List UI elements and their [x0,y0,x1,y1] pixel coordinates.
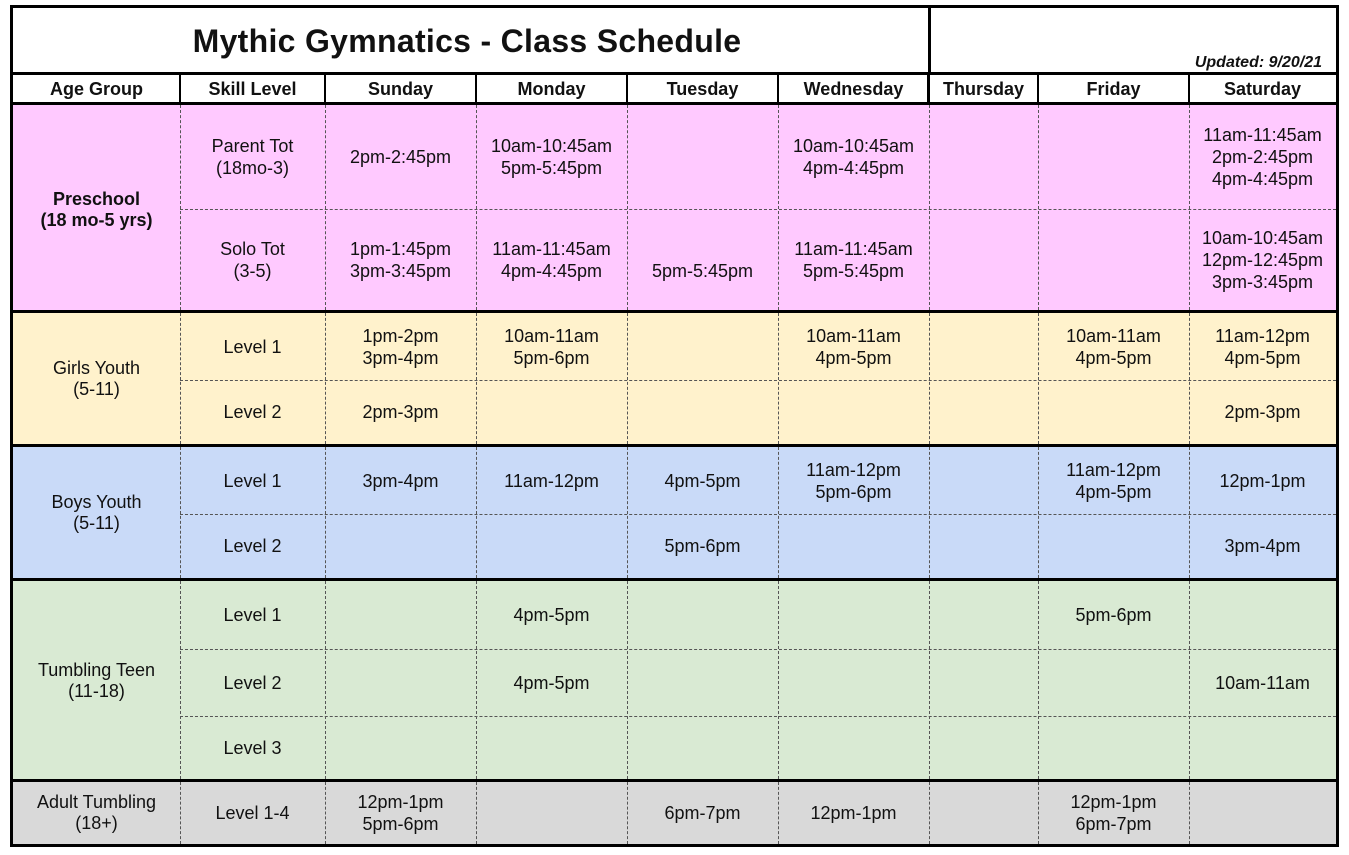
age-group-label: Preschool [52,188,141,209]
class-time-cell-monday [476,716,627,779]
skill-level-label: Level 2 [223,672,282,693]
class-time: 5pm-5:45pm [651,260,754,281]
class-time-cell-saturday [1189,105,1336,209]
class-time: 4pm-5pm [513,605,590,625]
class-time-cell-tuesday [627,581,778,649]
age-group-label: Girls Youth [52,357,141,378]
class-time: 4pm-5pm [815,347,892,368]
header-skill-level: Skill Level [180,75,325,103]
age-group-cell [13,782,180,844]
class-time: 2pm-2:45pm [349,147,452,167]
skill-level-cell [180,649,325,716]
class-time: 11am-12pm [1215,325,1310,346]
class-time: 10am-10:45am [1201,227,1324,248]
skill-level-label: Solo Tot [220,238,285,259]
class-time-cell-friday [1038,313,1189,380]
class-time-cell-friday [1038,782,1189,844]
thursday-separator [927,75,930,103]
class-time: 6pm-7pm [1075,814,1152,834]
class-time-cell-monday [476,514,627,578]
header-separator [324,75,326,103]
title-box [13,8,929,75]
class-time-cell-tuesday [627,380,778,444]
class-time-cell-wednesday [778,514,929,578]
class-time: 11am-11:45am [492,238,611,259]
class-time: 12pm-1pm [357,792,444,812]
class-time-cell-friday [1038,105,1189,209]
class-time-cell-saturday [1189,782,1336,844]
class-time-cell-monday [476,782,627,844]
class-time-cell-sunday [325,105,476,209]
class-time: 5pm-6pm [664,536,741,556]
class-time-cell-monday [476,581,627,649]
class-time: 11am-11:45am [794,238,913,259]
class-time: 10am-11am [1215,672,1310,693]
class-time-cell-monday [476,447,627,514]
class-time-cell-tuesday [627,313,778,380]
class-time-cell-wednesday [778,105,929,209]
class-time-cell-thursday [929,380,1038,444]
class-time-cell-wednesday [778,380,929,444]
class-time-cell-sunday [325,447,476,514]
age-group-cell [13,313,180,444]
age-group-label: Tumbling Teen [37,660,156,680]
class-time-cell-wednesday [778,447,929,514]
class-time: 12pm-1pm [810,803,897,823]
class-time-cell-monday [476,649,627,716]
class-time: 2pm-3pm [1224,402,1301,422]
class-time-cell-tuesday [627,209,778,310]
class-time-cell-monday [476,380,627,444]
age-group-cell [13,581,180,779]
class-time-cell-friday [1038,447,1189,514]
skill-level-label: Level 1 [223,470,282,491]
class-time: 10am-11am [504,325,599,346]
class-time: 3pm-4pm [362,470,439,491]
class-time: 4pm-5pm [1224,347,1301,368]
class-time: 1pm-2pm [362,325,439,346]
skill-level-cell [180,514,325,578]
age-group-label: (18 mo-5 yrs) [40,209,153,230]
age-group-cell [13,105,180,310]
class-time-cell-monday [476,105,627,209]
class-time: 10am-11am [1066,325,1161,346]
age-group-cell [13,447,180,578]
class-time: 12pm-1pm [1070,792,1157,812]
skill-level-cell [180,313,325,380]
class-time-cell-tuesday [627,447,778,514]
age-group-label: (18+) [75,813,118,833]
class-time: 3pm-4pm [1224,536,1301,556]
class-time-cell-monday [476,313,627,380]
skill-level-label: Level 3 [223,737,282,758]
class-time: 2pm-2:45pm [1211,147,1314,167]
header-separator [1037,75,1039,103]
class-time-cell-sunday [325,649,476,716]
class-time: 5pm-5:45pm [802,260,905,281]
class-time: 5pm-5:45pm [500,158,603,178]
class-time-cell-thursday [929,209,1038,310]
class-time: 11am-12pm [1066,459,1161,480]
class-time: 4pm-5pm [1075,481,1152,502]
class-time-cell-thursday [929,649,1038,716]
skill-level-cell [180,581,325,649]
skill-level-label: Parent Tot [211,136,294,156]
class-time-cell-wednesday [778,313,929,380]
class-time-cell-wednesday [778,649,929,716]
skill-level-label: Level 2 [223,402,282,422]
skill-level-cell [180,447,325,514]
class-time-cell-sunday [325,782,476,844]
class-time-cell-sunday [325,581,476,649]
schedule-sheet [10,5,1339,847]
class-time-cell-wednesday [778,581,929,649]
class-time-cell-saturday [1189,209,1336,310]
class-time-cell-friday [1038,209,1189,310]
class-time-cell-tuesday [627,514,778,578]
class-time: 12pm-1pm [1219,470,1306,491]
class-time-cell-tuesday [627,649,778,716]
class-time-cell-friday [1038,649,1189,716]
header-tuesday: Tuesday [627,75,778,103]
class-time: 12pm-12:45pm [1201,249,1324,270]
class-time: 10am-11am [806,325,901,346]
class-time: 3pm-3:45pm [1211,271,1314,292]
age-group-label: (5-11) [73,378,120,399]
header-friday: Friday [1038,75,1189,103]
skill-level-cell [180,716,325,779]
class-time: 6pm-7pm [664,803,741,823]
class-time: 4pm-5pm [513,672,590,693]
header-separator [626,75,628,103]
class-time-cell-saturday [1189,514,1336,578]
class-time: 11am-11:45am [1203,125,1322,145]
class-time: 5pm-6pm [1075,605,1152,625]
class-time: 5pm-6pm [362,814,439,834]
class-time: 4pm-5pm [664,470,741,491]
class-time-cell-saturday [1189,380,1336,444]
class-time: 4pm-5pm [1075,347,1152,368]
skill-level-label: Level 1-4 [215,803,290,823]
class-time: 1pm-1:45pm [349,238,452,259]
class-time-cell-thursday [929,447,1038,514]
age-group-label: Adult Tumbling [36,792,157,812]
class-time-cell-sunday [325,380,476,444]
class-time-cell-thursday [929,313,1038,380]
class-time: 4pm-4:45pm [500,260,603,281]
skill-level-label: Level 1 [223,605,282,625]
skill-level-label: Level 1 [223,336,282,357]
class-time-cell-wednesday [778,716,929,779]
header-monday: Monday [476,75,627,103]
class-time-cell-sunday [325,313,476,380]
class-time-cell-wednesday [778,782,929,844]
class-time-cell-sunday [325,716,476,779]
class-time-cell-wednesday [778,209,929,310]
class-time: 3pm-3:45pm [349,260,452,281]
class-time: 3pm-4pm [362,347,439,368]
updated-date: Updated: 9/20/21 [1194,54,1322,71]
header-sunday: Sunday [325,75,476,103]
page-title: Mythic Gymnatics - Class Schedule [192,23,742,59]
header-wednesday: Wednesday [778,75,929,103]
class-time-cell-tuesday [627,716,778,779]
class-time: 11am-12pm [504,470,599,491]
class-time-cell-friday [1038,581,1189,649]
class-time: 10am-10:45am [490,136,613,156]
class-time-cell-thursday [929,782,1038,844]
class-time-cell-saturday [1189,447,1336,514]
age-group-label: (5-11) [73,512,120,533]
class-time-cell-thursday [929,514,1038,578]
class-time-cell-friday [1038,380,1189,444]
class-time: 10am-10:45am [792,136,915,156]
class-time: 5pm-6pm [513,347,590,368]
class-time: 11am-12pm [806,459,901,480]
skill-level-label: (18mo-3) [215,158,290,178]
class-time: 4pm-4:45pm [1211,169,1314,189]
class-time-cell-saturday [1189,716,1336,779]
header-separator [179,75,181,103]
class-time-cell-thursday [929,581,1038,649]
skill-level-cell [180,380,325,444]
skill-level-cell [180,105,325,209]
header-age-group: Age Group [13,75,180,103]
age-group-label: Boys Youth [51,491,142,512]
class-time-cell-saturday [1189,313,1336,380]
class-time-cell-monday [476,209,627,310]
class-time-cell-friday [1038,716,1189,779]
header-separator [475,75,477,103]
class-time-cell-tuesday [627,782,778,844]
header-separator [777,75,779,103]
class-time-cell-tuesday [627,105,778,209]
class-time-cell-saturday [1189,649,1336,716]
class-time: 2pm-3pm [362,402,439,422]
header-saturday: Saturday [1189,75,1336,103]
class-time-cell-thursday [929,105,1038,209]
class-time-cell-saturday [1189,581,1336,649]
class-time-cell-thursday [929,716,1038,779]
skill-level-cell [180,782,325,844]
skill-level-cell [180,209,325,310]
class-time: 5pm-6pm [815,481,892,502]
skill-level-label: (3-5) [233,260,272,281]
class-time: 4pm-4:45pm [802,158,905,178]
header-separator [1188,75,1190,103]
header-thursday: Thursday [929,75,1038,103]
class-time-cell-friday [1038,514,1189,578]
skill-level-label: Level 2 [223,536,282,556]
age-group-label: (11-18) [68,681,125,701]
class-time-cell-sunday [325,209,476,310]
class-time-cell-sunday [325,514,476,578]
